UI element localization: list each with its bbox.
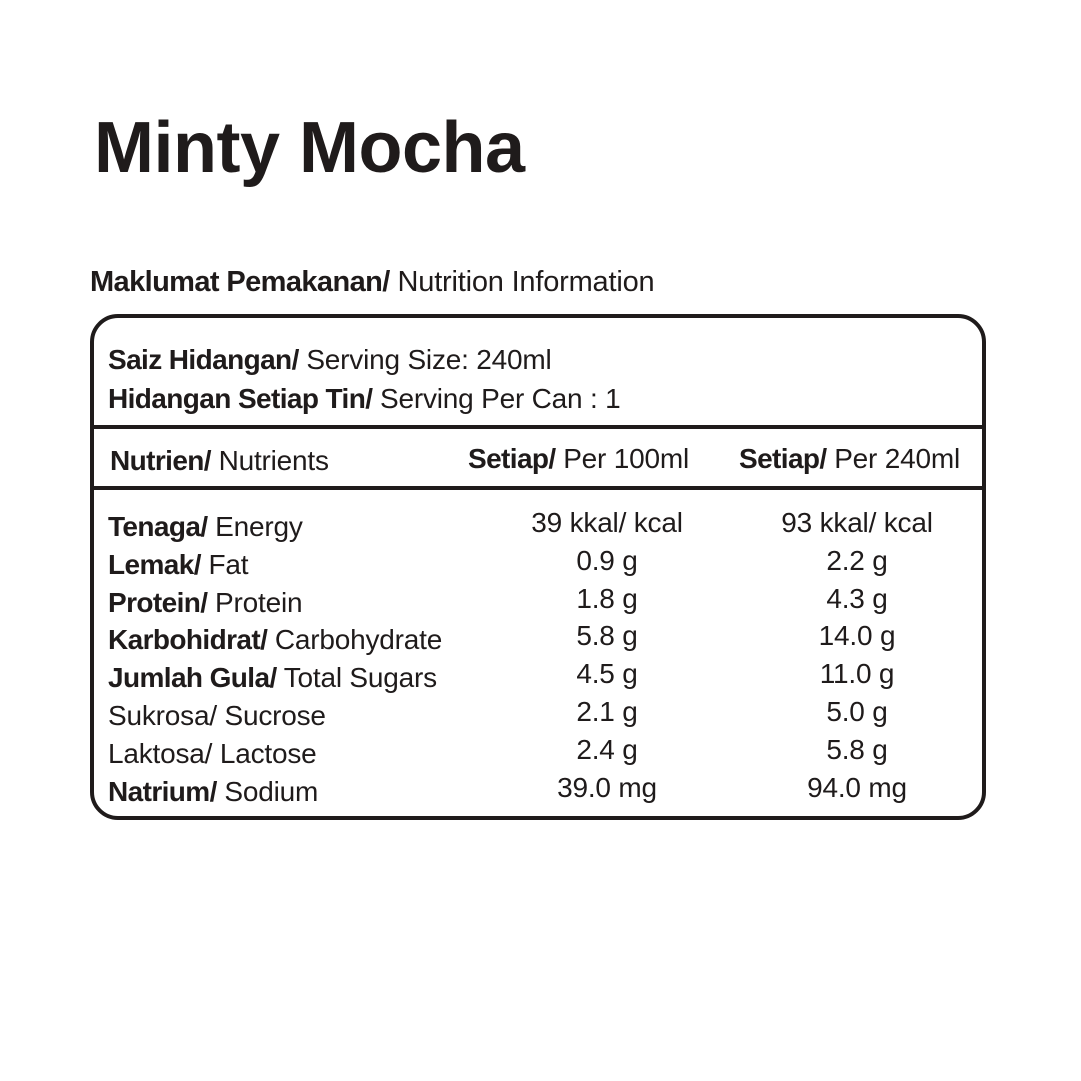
nutrient-name-english: Carbohydrate (267, 624, 443, 656)
nutrient-name-malay: Jumlah Gula/ (108, 662, 277, 694)
column-header-nutrient-malay: Nutrien/ (110, 445, 211, 476)
value-per240: 2.2 g (826, 544, 888, 576)
table-row (94, 769, 982, 807)
nutrient-name (108, 584, 302, 622)
value-per240: 4.3 g (826, 582, 888, 614)
nutrient-rows (94, 504, 982, 806)
table-row (94, 617, 982, 655)
nutrient-name (108, 735, 317, 773)
serving-per-can-malay: Hidangan Setiap Tin/ (108, 383, 373, 414)
nutrient-name-malay: Natrium/ (108, 775, 217, 807)
table-row (94, 504, 982, 542)
nutrient-name (108, 508, 303, 546)
value-per240: 5.8 g (826, 733, 888, 765)
divider-top (94, 425, 982, 429)
nutrient-name-malay: Lemak/ (108, 548, 201, 580)
value-per240: 94.0 mg (807, 771, 907, 803)
nutrient-name-malay: Protein/ (108, 586, 208, 618)
nutrient-name-english: Energy (207, 511, 303, 542)
nutrient-name (108, 773, 318, 811)
nutrient-name-malay: Laktosa/ (108, 737, 213, 769)
heading-english: Nutrition Information (389, 266, 655, 298)
table-row (94, 542, 982, 580)
nutrient-name-malay: Sukrosa/ (108, 699, 217, 731)
nutrient-name (108, 546, 248, 584)
value-per240: 14.0 g (818, 620, 896, 652)
value-per240: 5.0 g (826, 695, 888, 727)
column-header-nutrient-english: Nutrients (210, 445, 329, 476)
nutrition-panel (90, 314, 986, 820)
serving-per-can-line (108, 382, 621, 416)
serving-size-malay: Saiz Hidangan/ (108, 344, 299, 375)
nutrient-name-english: Lactose (212, 737, 317, 769)
nutrient-name-english: Total Sugars (276, 662, 437, 694)
nutrient-name-english: Protein (207, 586, 303, 618)
table-row (94, 693, 982, 731)
value-per100: 1.8 g (576, 582, 638, 614)
table-row (94, 731, 982, 769)
divider-header (94, 486, 982, 490)
value-per100: 39.0 mg (557, 771, 657, 803)
table-row (94, 655, 982, 693)
value-per100: 0.9 g (576, 544, 638, 576)
value-per100: 5.8 g (576, 620, 638, 652)
column-header-per100 (468, 442, 689, 476)
nutrient-name (108, 621, 442, 659)
nutrient-name-malay: Tenaga/ (108, 511, 208, 542)
nutrient-name-english: Sodium (216, 775, 319, 807)
nutrient-name-malay: Karbohidrat/ (108, 624, 268, 656)
serving-size-line (108, 343, 552, 377)
column-header-per100-malay: Setiap/ (468, 443, 556, 474)
value-per100: 39 kkal/ kcal (531, 507, 683, 538)
column-header-per240 (739, 442, 960, 476)
value-per240: 11.0 g (819, 658, 895, 690)
nutrient-name-english: Sucrose (216, 699, 326, 731)
column-header-nutrient (110, 444, 329, 478)
column-header-per240-english: Per 240ml (826, 443, 961, 474)
value-per100: 2.1 g (576, 695, 638, 727)
serving-size-english: Serving Size: 240ml (298, 344, 552, 375)
value-per100: 2.4 g (576, 733, 638, 765)
value-per240: 93 kkal/ kcal (781, 507, 933, 538)
column-header-per240-malay: Setiap/ (739, 443, 827, 474)
column-header-per100-english: Per 100ml (555, 443, 690, 474)
heading-malay: Maklumat Pemakanan/ (90, 266, 390, 298)
serving-per-can-english: Serving Per Can : 1 (372, 383, 621, 414)
nutrient-name (108, 659, 437, 697)
nutrient-name (108, 697, 326, 735)
product-title: Minty Mocha (94, 108, 525, 188)
nutrient-name-english: Fat (200, 548, 249, 580)
table-row (94, 580, 982, 618)
value-per100: 4.5 g (576, 658, 638, 690)
nutrition-info-heading (90, 264, 654, 300)
